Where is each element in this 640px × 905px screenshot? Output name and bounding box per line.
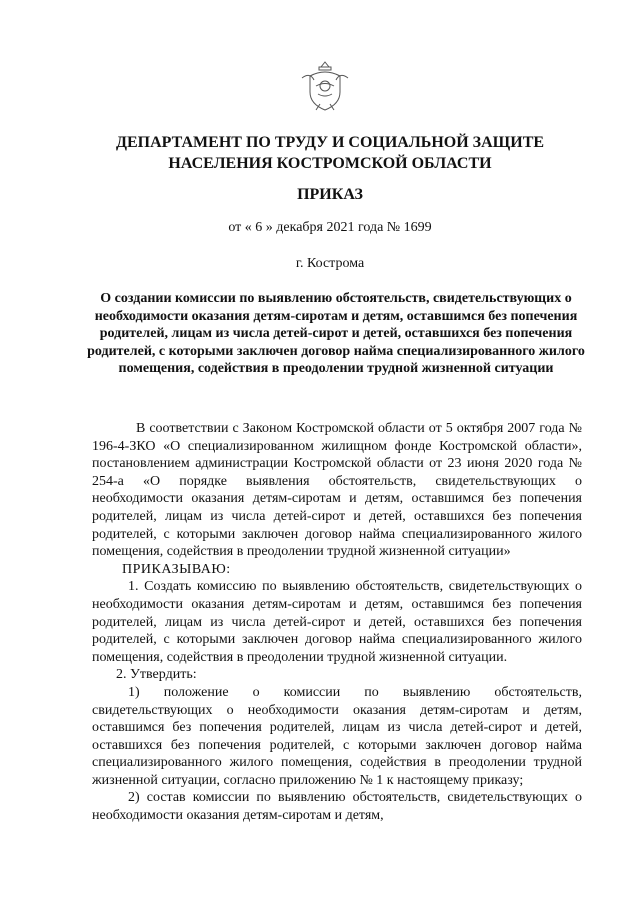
- item-2-2: 2) состав комиссии по выявлению обстоятельств, свидетельствующих о необходимости оказания детям-сиротам и детям,: [92, 790, 582, 824]
- department-line-1: ДЕПАРТАМЕНТ ПО ТРУДУ И СОЦИАЛЬНОЙ ЗАЩИТЕ: [115, 134, 545, 151]
- order-date-number: от « 6 » декабря 2021 года № 1699: [228, 220, 432, 235]
- document-type: ПРИКАЗ: [297, 186, 363, 203]
- city: г. Кострома: [295, 256, 365, 271]
- item-1: 1. Создать комиссию по выявлению обстоятельств, свидетельствующих о необходимости оказания детям-сиротам и детям, оставшимся без попечения родителей, лицам из числа детей-сирот и детей, оставшихся без попечения родителей, с которыми заключен договор найма специализированного жилого помещения, содействия в преодолении трудной жизненной ситуации.: [92, 579, 582, 665]
- department-name: [60, 132, 600, 174]
- department-line-2: НАСЕЛЕНИЯ КОСТРОМСКОЙ ОБЛАСТИ: [168, 155, 492, 172]
- order-word: ПРИКАЗЫВАЮ:: [122, 561, 231, 577]
- item-2: 2. Утвердить:: [116, 667, 197, 683]
- document-body: [92, 420, 582, 825]
- preamble-paragraph: В соответствии с Законом Костромской области от 5 октября 2007 года № 196-4-ЗКО «О специализированном жилищном фонде Костромской области», постановлением администрации Костромской области от 23 июня 2020 года № 254-а «О порядке выявления обстоятельств, свидетельствующих о необходимости оказания детям-сиротам и детям, оставшимся без попечения родителей, лицам из числа детей-сирот и детей, оставшихся без попечения родителей, с которыми заключен договор найма специализированного жилого помещения, содействия в преодолении трудной жизненной ситуации»: [92, 421, 582, 560]
- order-subject: О создании комиссии по выявлению обстоятельств, свидетельствующих о необходимости оказания детям-сиротам и детям, оставшимся без попечения родителей, лицам из числа детей-сирот и детей, оставшихся без попечения родителей, с которыми заключен договор найма специализированного жилого помещения, содействия в преодолении трудной жизненной ситуации: [87, 291, 585, 377]
- item-2-1: 1) положение о комиссии по выявлению обстоятельств, свидетельствующих о необходимости оказания детям-сиротам и детям, оставшимся без попечения родителей, лицам из числа детей-сирот и детей, оставшихся без попечения родителей, с которыми заключен договор найма специализированного жилого помещения, содействия в преодолении трудной жизненной ситуации, согласно приложению № 1 к настоящему приказу;: [92, 684, 582, 788]
- coat-of-arms-emblem: [296, 56, 354, 114]
